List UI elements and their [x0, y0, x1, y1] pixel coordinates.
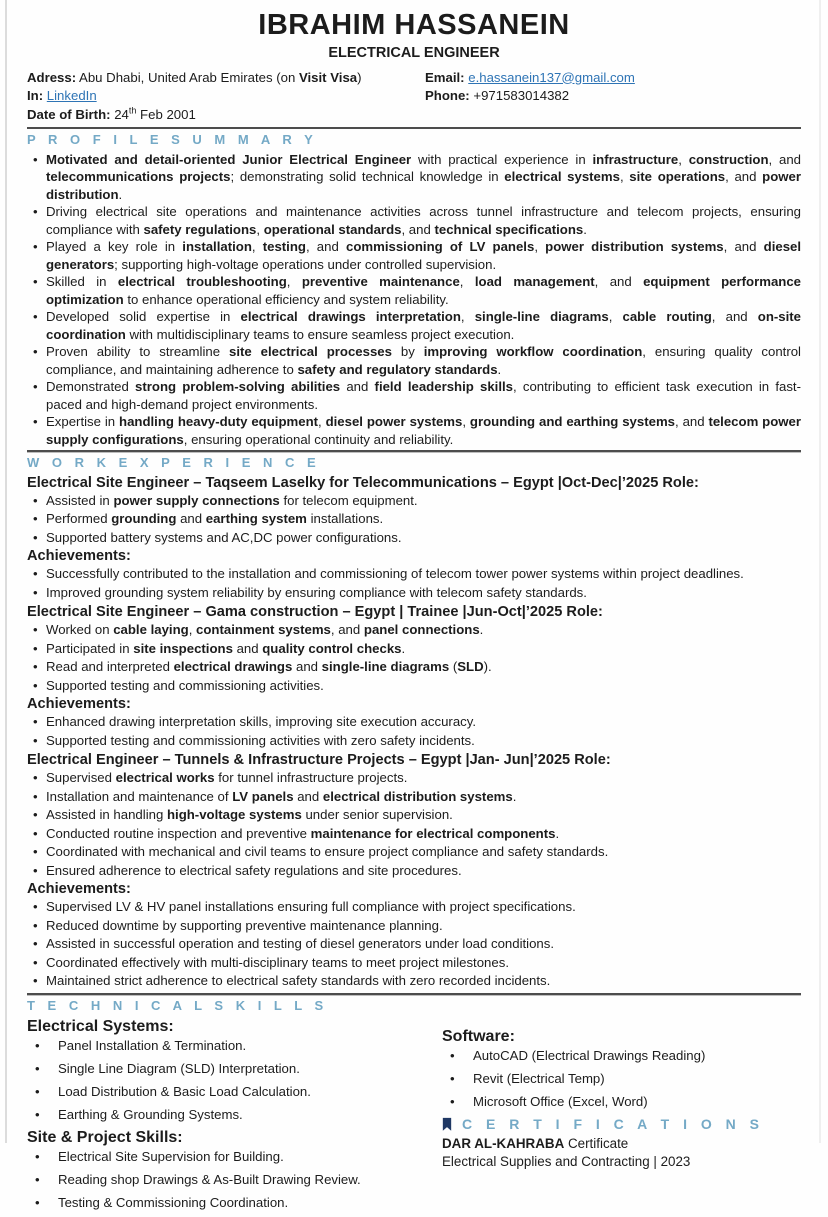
divider [27, 450, 801, 452]
bullet-item: • Installation and maintenance of LV panels and electrical distribution systems. [27, 788, 801, 807]
profile-summary-list [27, 151, 801, 449]
bullet-item: • Developed solid expertise in electrical drawings interpretation, single-line diagrams, cable routing, and on-site coordination with multidisciplinary teams to ensure seamless project execution. [27, 308, 801, 343]
bullet-item: • Ensured adherence to electrical safety regulations and site procedures. [27, 862, 801, 881]
dob-ordinal: th [128, 105, 137, 116]
contact-phone [425, 87, 801, 106]
bullet-item: • Proven ability to streamline site electrical processes by improving workflow coordination, ensuring quality control compliance, and maintaining adherence to safety and regulatory standards. [27, 343, 801, 378]
bullet-list [27, 621, 801, 695]
bullet-item: • Enhanced drawing interpretation skills, improving site execution accuracy. [27, 713, 801, 732]
achievements-label: Achievements: [27, 696, 131, 713]
bullet-item: • Testing & Commissioning Coordination. [27, 1194, 442, 1211]
skill-group-heading: Software: [442, 1028, 515, 1046]
bullet-list [27, 898, 801, 991]
dob-day: 24 [110, 106, 129, 122]
bullet-list [27, 713, 801, 750]
contact-linkedin [27, 87, 425, 106]
bullet-item: • Supported testing and commissioning activities. [27, 677, 801, 696]
bullet-item: • Supervised LV & HV panel installations ensuring full compliance with project specifications. [27, 898, 801, 917]
bullet-item: • Microsoft Office (Excel, Word) [442, 1093, 801, 1110]
linkedin-link[interactable]: LinkedIn [46, 88, 97, 104]
bookmark-icon [442, 1117, 452, 1132]
bullet-item: • Expertise in handling heavy-duty equipment, diesel power systems, grounding and earthing systems, and telecom power supply configurations, ensuring operational continuity and reliability. [27, 413, 801, 448]
email-link[interactable]: e.hassanein137@gmail.com [468, 69, 635, 85]
bullet-item: • Revit (Electrical Temp) [442, 1070, 801, 1087]
dob-rest: Feb 2001 [136, 106, 196, 122]
bullet-item: • Single Line Diagram (SLD) Interpretation. [27, 1060, 442, 1077]
dob-label: Date of Birth: [27, 106, 111, 122]
bullet-item: • Earthing & Grounding Systems. [27, 1106, 442, 1123]
bullet-item: • Assisted in handling high-voltage systems under senior supervision. [27, 806, 801, 825]
bullet-item: • Motivated and detail-oriented Junior Electrical Engineer with practical experience in infrastructure, construction, and telecommunications projects; demonstrating solid technical knowledge in electrical systems, site operations, and power distribution. [27, 151, 801, 204]
bullet-item: • Assisted in successful operation and testing of diesel generators under load conditions. [27, 935, 801, 954]
email-label: Email: [425, 69, 465, 85]
divider [27, 993, 801, 995]
bullet-item: • Coordinated effectively with multi-disciplinary teams to meet project milestones. [27, 954, 801, 973]
job-entry [27, 751, 801, 991]
certification-name: DAR AL-KAHRABA Certificate [442, 1136, 629, 1152]
contact-block [27, 69, 801, 125]
bullet-item: • Played a key role in installation, testing, and commissioning of LV panels, power distribution systems, and diesel generators; supporting high-voltage operations under controlled supervision. [27, 238, 801, 273]
bullet-item: • Improved grounding system reliability by ensuring compliance with telecom safety standards. [27, 584, 801, 603]
skills-right-column [442, 1016, 801, 1217]
job-title: Electrical Site Engineer – Gama construction – Egypt | Trainee |Jun-Oct|’2025 Role: [27, 604, 603, 621]
person-role: ELECTRICAL ENGINEER [328, 45, 500, 61]
job-entry [27, 474, 801, 603]
skill-group-heading: Site & Project Skills: [27, 1129, 183, 1147]
contact-address [27, 69, 425, 88]
contact-email [425, 69, 801, 88]
person-name: IBRAHIM HASSANEIN [258, 9, 570, 41]
bullet-item: • Load Distribution & Basic Load Calculation. [27, 1083, 442, 1100]
bullet-item: • Electrical Site Supervision for Building. [27, 1148, 442, 1165]
bullet-item: • Supervised electrical works for tunnel infrastructure projects. [27, 769, 801, 788]
bullet-item: • Conducted routine inspection and preventive maintenance for electrical components. [27, 825, 801, 844]
bullet-item: • Demonstrated strong problem-solving abilities and field leadership skills, contributing to efficient task execution in fast-paced and high-demand project environments. [27, 378, 801, 413]
address-value: Abu Dhabi, United Arab Emirates (on Visit Visa) [76, 69, 362, 85]
section-heading-technical-skills: T E C H N I C A L S K I L L S [27, 997, 328, 1013]
section-heading-profile-summary: P R O F I L E S U M M A R Y [27, 132, 318, 148]
bullet-item: • Panel Installation & Termination. [27, 1037, 442, 1054]
skill-group-heading: Electrical Systems: [27, 1018, 174, 1036]
bullet-item: • Reading shop Drawings & As-Built Drawing Review. [27, 1171, 442, 1188]
section-heading-work-experience: W O R K E X P E R I E N C E [27, 455, 321, 471]
bullet-item: • Reduced downtime by supporting preventive maintenance planning. [27, 917, 801, 936]
bullet-item: • Successfully contributed to the installation and commissioning of telecom tower power systems within project deadlines. [27, 565, 801, 584]
phone-value: +971583014382 [469, 88, 570, 104]
bullet-list [27, 1037, 442, 1123]
job-title: Electrical Engineer – Tunnels & Infrastructure Projects – Egypt |Jan- Jun|’2025 Role: [27, 752, 611, 769]
phone-label: Phone: [425, 88, 470, 104]
skills-grid [27, 1016, 801, 1217]
bullet-list [27, 565, 801, 602]
bullet-item: • Supported testing and commissioning activities with zero safety incidents. [27, 732, 801, 751]
bullet-item: • Assisted in power supply connections for telecom equipment. [27, 492, 801, 511]
achievements-label: Achievements: [27, 548, 131, 565]
bullet-list [442, 1047, 801, 1110]
certification-detail: Electrical Supplies and Contracting | 2023 [442, 1154, 691, 1170]
certifications-heading-row [442, 1116, 801, 1134]
skills-left-column [27, 1016, 442, 1217]
bullet-item: • AutoCAD (Electrical Drawings Reading) [442, 1047, 801, 1064]
bullet-item: • Worked on cable laying, containment systems, and panel connections. [27, 621, 801, 640]
address-label: Adress: [27, 69, 77, 85]
bullet-item: • Coordinated with mechanical and civil teams to ensure project compliance and safety standards. [27, 843, 801, 862]
bullet-list [27, 492, 801, 548]
bullet-list [27, 769, 801, 880]
contact-dob [27, 106, 425, 125]
bullet-item: • Maintained strict adherence to electrical safety standards with zero recorded incidents. [27, 972, 801, 991]
linkedin-label: In: [27, 88, 44, 104]
bullet-item: • Supported battery systems and AC,DC power configurations. [27, 529, 801, 548]
bullet-item: • Participated in site inspections and quality control checks. [27, 640, 801, 659]
job-entry [27, 603, 801, 750]
job-title: Electrical Site Engineer – Taqseem Laselky for Telecommunications – Egypt |Oct-Dec|’2025 Role: [27, 474, 699, 491]
divider [27, 127, 801, 129]
bullet-item: • Driving electrical site operations and maintenance activities across tunnel infrastructure and telecom projects, ensuring compliance with safety regulations, operational standards, and technical specifications. [27, 203, 801, 238]
section-heading-certifications: C E R T I F I C A T I O N S [462, 1115, 764, 1132]
achievements-label: Achievements: [27, 881, 131, 898]
bullet-item: • Read and interpreted electrical drawings and single-line diagrams (SLD). [27, 658, 801, 677]
work-experience-block [27, 474, 801, 991]
bullet-item: • Performed grounding and earthing system installations. [27, 510, 801, 529]
bullet-list [27, 1148, 442, 1211]
bullet-item: • Skilled in electrical troubleshooting, preventive maintenance, load management, and equipment performance optimization to enhance operational efficiency and system reliability. [27, 273, 801, 308]
